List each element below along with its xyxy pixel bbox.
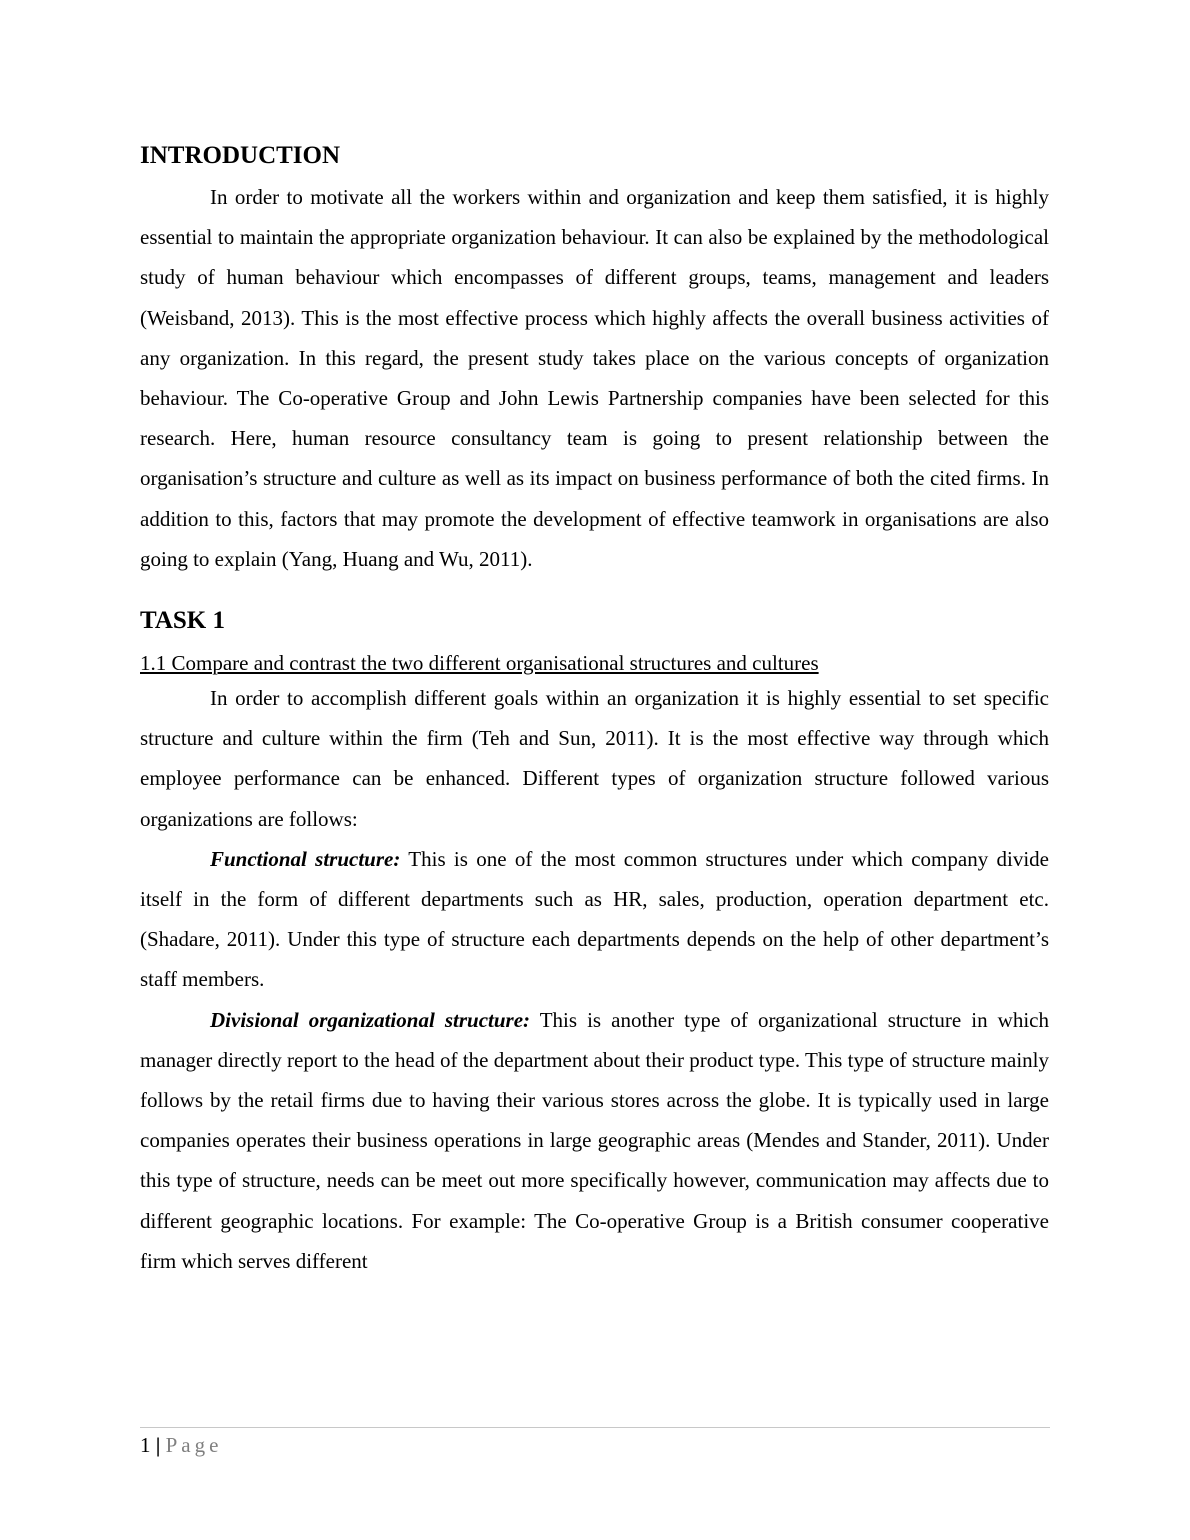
- footer-page-label: Page: [165, 1433, 223, 1457]
- footer-page-number: 1: [140, 1433, 151, 1457]
- task1-intro-paragraph: In order to accomplish different goals within an organization it is highly essential to set specific structure and culture within the firm (Teh and Sun, 2011). It is the most effective way through which employee performance can be enhanced. Different types of organization structure followed various organizations are follows:: [140, 686, 1049, 831]
- divisional-structure-term: Divisional organizational structure:: [210, 1007, 531, 1032]
- page-content: [140, 138, 1049, 1281]
- functional-structure-term: Functional structure:: [210, 846, 401, 871]
- task1-heading: TASK 1: [140, 607, 225, 635]
- task1-subheading: 1.1 Compare and contrast the two different organisational structures and cultures: [140, 651, 819, 676]
- page-footer: [140, 1427, 1050, 1460]
- introduction-heading: INTRODUCTION: [140, 142, 341, 169]
- functional-structure-paragraph: [140, 839, 1049, 1000]
- functional-structure-text: This is one of the most common structures under which company divide itself in the form of different departments such as HR, sales, production, operation department etc. (Shadare, 2011). Under this type of structure each departments depends on the help of other department’s staff members.: [140, 846, 1049, 992]
- introduction-paragraph: In order to motivate all the workers within and organization and keep them satisfied, it is highly essential to maintain the appropriate organization behaviour. It can also be explained by the methodological study of human behaviour which encompasses of different groups, teams, management and leaders (Weisband, 2013). This is the most effective process which highly affects the overall business activities of any organization. In this regard, the present study takes place on the various concepts of organization behaviour. The Co-operative Group and John Lewis Partnership companies have been selected for this research. Here, human resource consultancy team is going to present relationship between the organisation’s structure and culture as well as its impact on business performance of both the cited firms. In addition to this, factors that may promote the development of effective teamwork in organisations are also going to explain (Yang, Huang and Wu, 2011).: [140, 185, 1049, 571]
- divisional-structure-paragraph: [140, 1000, 1049, 1281]
- footer-separator: |: [155, 1433, 161, 1457]
- divisional-structure-text: This is another type of organizational structure in which manager directly report to the head of the department about their product type. This type of structure mainly follows by the retail firms due to having their various stores across the globe. It is typically used in large companies operates their business operations in large geographic areas (Mendes and Stander, 2011). Under this type of structure, needs can be meet out more specifically however, communication may affects due to different geographic locations. For example: The Co-operative Group is a British consumer cooperative firm which serves different: [140, 1007, 1049, 1273]
